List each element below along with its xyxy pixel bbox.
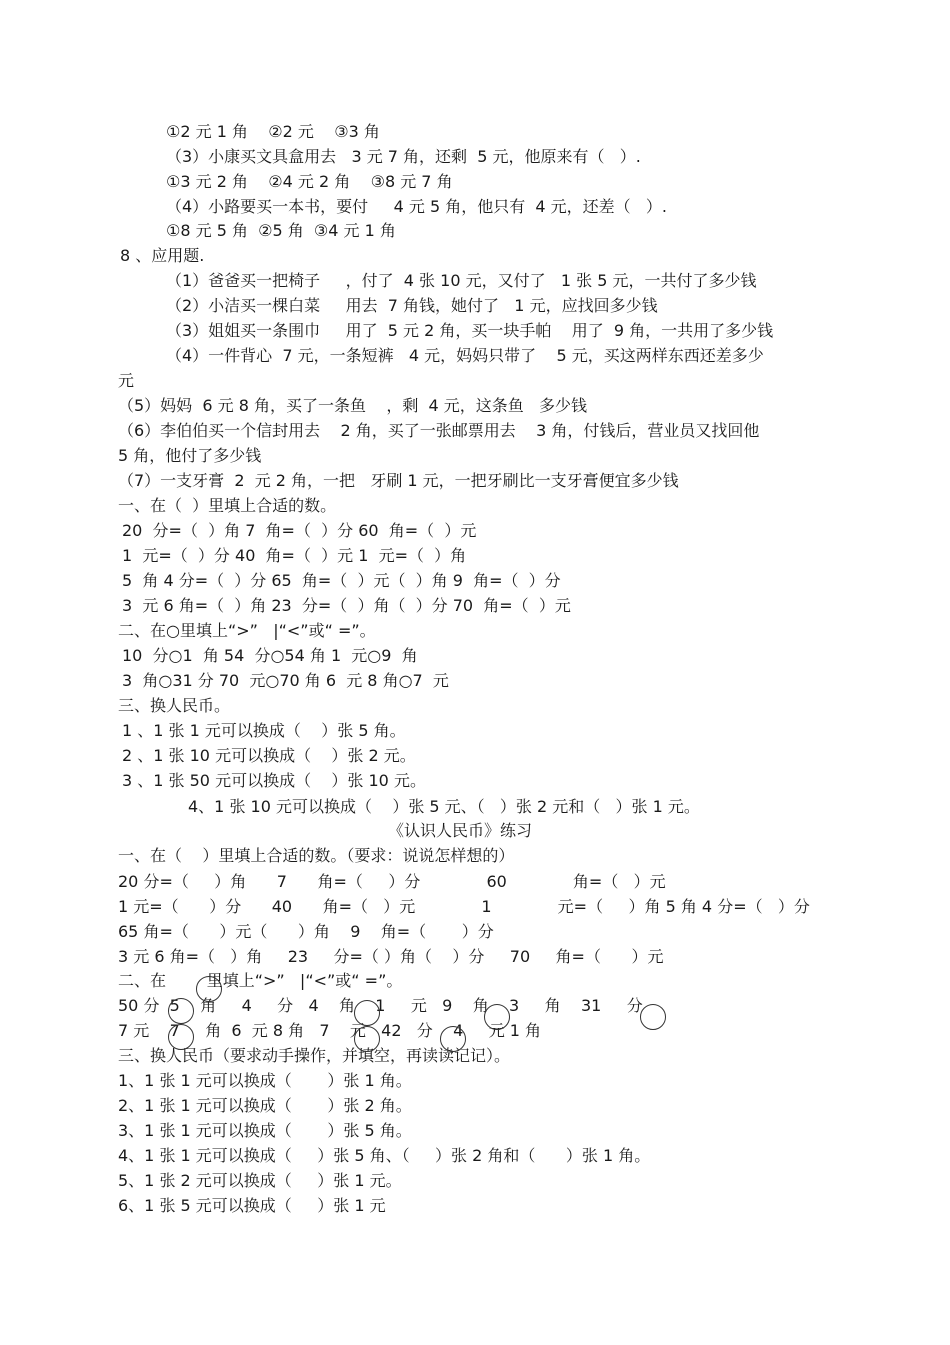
exchange2-row-4: 4、1 张 1 元可以换成（ ）张 5 角、（ ）张 2 角和（ ）张 1 角。 xyxy=(118,1146,651,1165)
exchange2-row-5: 5、1 张 2 元可以换成（ ）张 1 元。 xyxy=(118,1171,402,1190)
compare-circle xyxy=(168,1024,194,1050)
compare-circle xyxy=(440,1026,466,1052)
section-heading-fill-2: 一、在（ ）里填上合适的数。（要求：说说怎样想的） xyxy=(118,846,515,865)
exchange-row-4: 4、1 张 10 元可以换成（ ）张 5 元、（ ）张 2 元和（ ）张 1 元。 xyxy=(188,797,700,816)
section-heading-8: 8 、应用题. xyxy=(120,246,205,265)
exchange-row-1: 1 、1 张 1 元可以换成（ ）张 5 角。 xyxy=(122,721,406,740)
word-problem-7: （7）一支牙膏 2 元 2 角，一把 牙刷 1 元，一把牙刷比一支牙膏便宜多少钱 xyxy=(118,471,679,490)
compare2-row-2: 7 元 7 角 6 元 8 角 7 元 42 分 4 元 1 角 xyxy=(118,1021,542,1040)
word-problem-4: （4）一件背心 7 元，一条短裤 4 元，妈妈只带了 5 元，买这两样东西还差多少 xyxy=(166,346,764,365)
exchange-row-2: 2 、1 张 10 元可以换成（ ）张 2 元。 xyxy=(122,746,416,765)
fill-row-2: 1 元=（ ）分 40 角=（ ）元 1 元=（ ）角 xyxy=(122,546,467,565)
word-problem-4-cont: 元 xyxy=(118,371,135,390)
section-heading-fill: 一、在（ ）里填上合适的数。 xyxy=(118,496,337,515)
word-problem-6: （6）李伯伯买一个信封用去 2 角，买了一张邮票用去 3 角，付钱后，营业员又找回他 xyxy=(118,421,760,440)
word-problem-3: （3）姐姐买一条围巾 用了 5 元 2 角，买一块手帕 用了 9 角，一共用了多少钱 xyxy=(166,321,774,340)
compare-circle xyxy=(484,1004,510,1030)
fill2-row-3: 65 角=（ ）元（ ）角 9 角=（ ）分 xyxy=(118,922,494,941)
exchange-row-3: 3 、1 张 50 元可以换成（ ）张 10 元。 xyxy=(122,771,426,790)
exchange2-row-3: 3、1 张 1 元可以换成（ ）张 5 角。 xyxy=(118,1121,412,1140)
fill2-row-4: 3 元 6 角=（ ）角 23 分=（ ）角（ ）分 70 角=（ ）元 xyxy=(118,947,664,966)
compare-circle xyxy=(640,1004,666,1030)
section-heading-exchange-2: 三、换人民币（要求动手操作，并填空，再读读记记）。 xyxy=(118,1046,511,1065)
compare-circle xyxy=(196,976,222,1002)
fill-row-1: 20 分=（ ）角 7 角=（ ）分 60 角=（ ）元 xyxy=(122,521,477,540)
fill2-row-2: 1 元=（ ）分 40 角=（ ）元 1 元=（ ）角 5 角 4 分=（ ）分 xyxy=(118,897,810,916)
section-heading-compare: 二、在○里填上“>” |“<”或“ =”。 xyxy=(118,621,376,640)
worksheet-title: 《认识人民币》练习 xyxy=(388,821,533,840)
choice-options-4: ①8 元 5 角 ②5 角 ③4 元 1 角 xyxy=(166,221,396,240)
compare2-row-1: 50 分 5 角 4 分 4 角 1 元 9 角 3 角 31 分 xyxy=(118,996,643,1015)
choice-options-3: ①3 元 2 角 ②4 元 2 角 ③8 元 7 角 xyxy=(166,172,453,191)
exchange2-row-2: 2、1 张 1 元可以换成（ ）张 2 角。 xyxy=(118,1096,412,1115)
fill-row-4: 3 元 6 角=（ ）角 23 分=（ ）角（ ）分 70 角=（ ）元 xyxy=(122,596,571,615)
compare-row-1: 10 分○1 角 54 分○54 角 1 元○9 角 xyxy=(122,646,418,665)
section-heading-compare-2: 二、在 里填上“>” |“<”或“ =”。 xyxy=(118,971,403,990)
word-problem-5: （5）妈妈 6 元 8 角，买了一条鱼 ，剩 4 元，这条鱼 多少钱 xyxy=(118,396,588,415)
question-3: （3）小康买文具盒用去 3 元 7 角，还剩 5 元，他原来有（ ）. xyxy=(166,147,641,166)
fill-row-3: 5 角 4 分=（ ）分 65 角=（ ）元（ ）角 9 角=（ ）分 xyxy=(122,571,561,590)
exchange2-row-1: 1、1 张 1 元可以换成（ ）张 1 角。 xyxy=(118,1071,412,1090)
choice-options-2: ①2 元 1 角 ②2 元 ③3 角 xyxy=(166,122,380,141)
compare-row-2: 3 角○31 分 70 元○70 角 6 元 8 角○7 元 xyxy=(122,671,449,690)
fill2-row-1: 20 分=（ ）角 7 角=（ ）分 60 角=（ ）元 xyxy=(118,872,666,891)
compare-circle xyxy=(354,1000,380,1026)
word-problem-6-cont: 5 角，他付了多少钱 xyxy=(118,446,262,465)
word-problem-2: （2）小洁买一棵白菜 用去 7 角钱，她付了 1 元，应找回多少钱 xyxy=(166,296,658,315)
compare-circle xyxy=(354,1026,380,1052)
question-4: （4）小路要买一本书，要付 4 元 5 角，他只有 4 元，还差（ ）. xyxy=(166,197,668,216)
compare-circle xyxy=(168,998,194,1024)
section-heading-exchange: 三、换人民币。 xyxy=(118,696,231,715)
exchange2-row-6: 6、1 张 5 元可以换成（ ）张 1 元 xyxy=(118,1196,386,1215)
word-problem-1: （1）爸爸买一把椅子 ，付了 4 张 10 元，又付了 1 张 5 元，一共付了多少钱 xyxy=(166,271,757,290)
